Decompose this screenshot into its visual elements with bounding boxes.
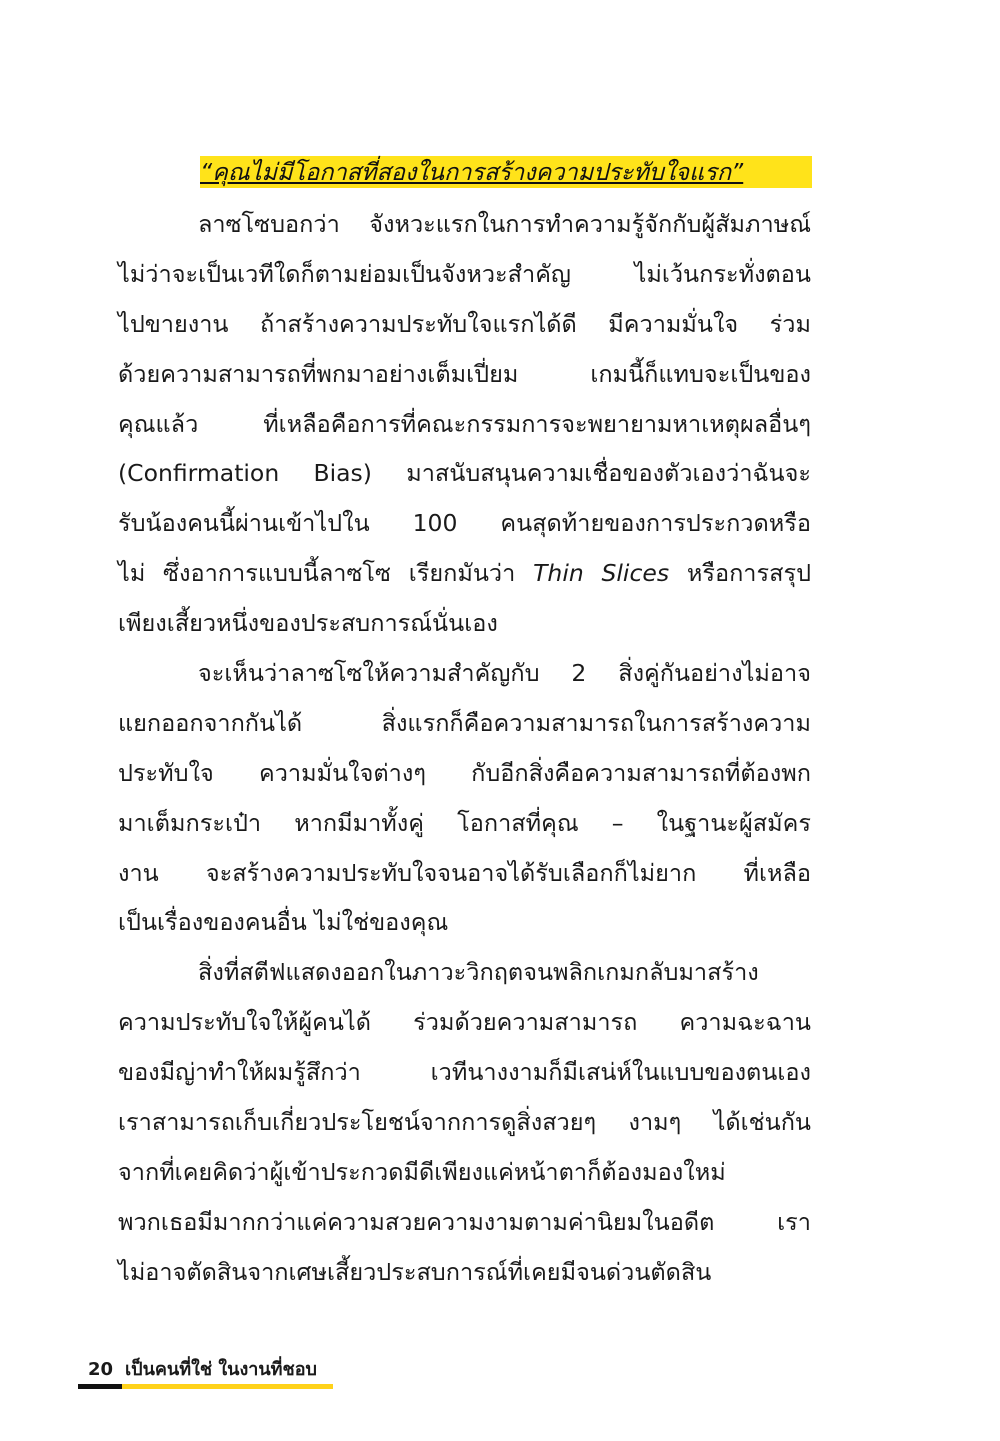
paragraph-line: เพียงเสี้ยวหนึ่งของประสบการณ์นั่นเอง — [118, 609, 498, 638]
paragraph-line: จากที่เคยคิดว่าผู้เข้าประกวดมีดีเพียงแค่หน้าตาก็ต้องมองใหม่ — [118, 1157, 726, 1186]
paragraph-line: พวกเธอมีมากกว่าแค่ความสวยความงามตามค่านิยมในอดีต เรา — [118, 1207, 811, 1236]
paragraph-line: (Confirmation Bias) มาสนับสนุนความเชื่อของตัวเองว่าฉันจะ — [118, 459, 811, 488]
footer-bar-accent — [122, 1384, 333, 1389]
paragraph-line: ด้วยความสามารถที่พกมาอย่างเต็มเปี่ยม เกมนี้ก็แทบจะเป็นของ — [118, 359, 811, 388]
paragraph-line: ไปขายงาน ถ้าสร้างความประทับใจแรกได้ดี มีความมั่นใจ ร่วม — [118, 309, 811, 338]
paragraph-line: เราสามารถเก็บเกี่ยวประโยชน์จากการดูสิ่งสวยๆ งามๆ ได้เช่นกัน — [118, 1108, 811, 1137]
paragraph-line: ความประทับใจให้ผู้คนได้ ร่วมด้วยความสามารถ ความฉะฉาน — [118, 1008, 811, 1037]
page-footer — [78, 1355, 333, 1389]
paragraph-line: ของมีญ่าทำให้ผมรู้สึกว่า เวทีนางงามก็มีเสน่ห์ในแบบของตนเอง — [118, 1058, 811, 1087]
paragraph-line: ไม่ว่าจะเป็นเวทีใดก็ตามย่อมเป็นจังหวะสำคัญ ไม่เว้นกระทั่งตอน — [118, 259, 811, 288]
paragraph-line: รับน้องคนนี้ผ่านเข้าไปใน 100 คนสุดท้ายของการประกวดหรือ — [118, 509, 811, 538]
paragraph-line: สิ่งที่สตีฟแสดงออกในภาวะวิกฤตจนพลิกเกมกลับมาสร้าง — [198, 958, 759, 987]
paragraph-line: คุณแล้ว ที่เหลือคือการที่คณะกรรมการจะพยายามหาเหตุผลอื่นๆ — [118, 409, 811, 438]
paragraph-line: ไม่อาจตัดสินจากเศษเสี้ยวประสบการณ์ที่เคยมีจนด่วนตัดสิน — [118, 1257, 712, 1286]
paragraph-line: ประทับใจ ความมั่นใจต่างๆ กับอีกสิ่งคือความสามารถที่ต้องพก — [118, 758, 811, 787]
body-text — [118, 200, 811, 1298]
line-text: หรือการสรุป — [686, 559, 811, 588]
paragraph-line: แยกออกจากกันได้ สิ่งแรกก็คือความสามารถในการสร้างความ — [118, 708, 811, 737]
paragraph-line: งาน จะสร้างความประทับใจจนอาจได้รับเลือกก็ไม่ยาก ที่เหลือ — [118, 858, 811, 887]
footer-bar-dark — [78, 1384, 122, 1389]
highlighted-quote — [200, 156, 812, 188]
book-title: เป็นคนที่ใช่ ในงานที่ชอบ — [125, 1359, 317, 1380]
paragraph-line: ลาซโซบอกว่า จังหวะแรกในการทำความรู้จักกับผู้สัมภาษณ์ — [198, 210, 811, 238]
line-text: ไม่ ซึ่งอาการแบบนี้ลาซโซ เรียกมันว่า — [118, 559, 516, 588]
paragraph-line: จะเห็นว่าลาซโซให้ความสำคัญกับ 2 สิ่งคู่กันอย่างไม่อาจ — [198, 659, 811, 688]
page-number: 20 — [88, 1359, 114, 1380]
paragraph-line-mixed — [118, 549, 811, 599]
quote-text: “คุณไม่มีโอกาสที่สองในการสร้างความประทับใจแรก” — [200, 158, 744, 186]
thin-slices-term: Thin Slices — [533, 559, 670, 588]
paragraph-line: มาเต็มกระเป๋า หากมีมาทั้งคู่ โอกาสที่คุณ – ในฐานะผู้สมัคร — [118, 808, 811, 837]
paragraph-line: เป็นเรื่องของคนอื่น ไม่ใช่ของคุณ — [118, 908, 449, 937]
